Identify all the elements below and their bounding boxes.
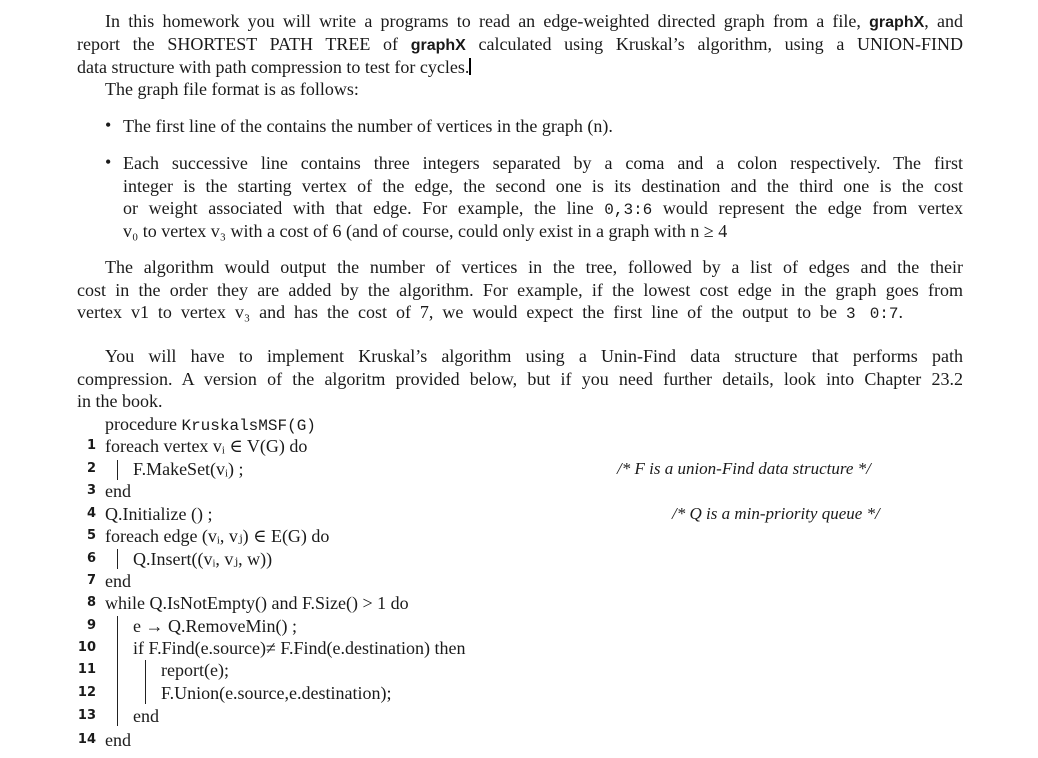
line-number: 9 [86,618,96,633]
algorithm-line: F.Union(e.source,e.destination); [161,683,392,703]
bullet-2-line-2: integer is the starting vertex of the edge, the second one is its destination and the third one is the cost [123,176,963,196]
para2-line-1: The algorithm would output the number of vertices in the tree, followed by a list of edges and the their [105,257,963,277]
line-number: 3 [86,483,96,498]
indent-rule [117,549,118,569]
indent-rule [117,460,118,480]
graphx-token: graphX [869,14,925,31]
text-cursor [469,58,471,75]
line-number: 2 [86,461,96,476]
line-number: 1 [86,438,96,453]
indent-rule [145,660,146,704]
line-number: 14 [77,732,96,747]
intro-line-2: report the SHORTEST PATH TREE of graphX calculated using Kruskal’s algorithm, using a UNION-FIND [77,34,964,54]
comment-priority-queue: /* Q is a min-priority queue */ [672,504,880,523]
algorithm-header: procedure KruskalsMSF(G) [105,414,316,435]
algorithm-line: end [105,730,131,750]
bullet-2-line-1: Each successive line contains three integers separated by a coma and a colon respectively. The first [123,153,963,173]
line-number: 7 [86,573,96,588]
algorithm-line: Q.Insert((vᵢ, vⱼ, w)) [133,549,273,569]
line-number: 6 [86,551,96,566]
algorithm-line: end [105,481,131,501]
algorithm-line: foreach vertex vᵢ ∈ V(G) do [105,436,308,456]
para2-line-2: cost in the order they are added by the algorithm. For example, if the lowest cost edge in the graph goes from [77,280,963,300]
indent-rule [117,616,118,726]
algorithm-line: if F.Find(e.source)≠ F.Find(e.destination) then [133,638,466,658]
para3-line-1: You will have to implement Kruskal’s algorithm using a Unin-Find data structure that performs path [105,346,963,366]
code-token: 0,3:6 [604,201,653,219]
algorithm-line: Q.Initialize () ; [105,504,213,524]
algorithm-line: foreach edge (vᵢ, vⱼ) ∈ E(G) do [105,526,330,546]
algorithm-line: end [133,706,159,726]
line-number: 13 [77,708,96,723]
para3-line-3: in the book. [77,391,163,411]
graphx-token: graphX [410,37,466,54]
bullet-2-line-4: v₀ to vertex v₃ with a cost of 6 (and of course, could only exist in a graph with n ≥ 4 [123,221,728,241]
code-token: 3 0:7 [846,305,899,323]
para3-line-2: compression. A version of the algoritm provided below, but if you need further details, look into Chapter 23.2 [77,369,963,389]
algorithm-line: while Q.IsNotEmpty() and F.Size() > 1 do [105,593,409,613]
algorithm-line: report(e); [161,660,229,680]
line-number: 11 [77,662,96,677]
algorithm-line: e → Q.RemoveMin() ; [133,616,297,636]
line-number: 4 [86,506,96,521]
line-number: 10 [77,640,96,655]
bullet-dot-icon: • [105,152,112,172]
line-number: 12 [77,685,96,700]
line-number: 5 [86,528,96,543]
intro-line-4: The graph file format is as follows: [105,79,359,99]
bullet-2-line-3: or weight associated with that edge. For example, the line 0,3:6 would represent the edge from vertex [123,198,963,219]
algorithm-line: F.MakeSet(vᵢ) ; [133,459,244,479]
intro-line-3: data structure with path compression to test for cycles. [77,57,470,77]
algorithm-line: end [105,571,131,591]
para2-line-3: vertex v1 to vertex v₃ and has the cost of 7, we would expect the first line of the output to be 3 0:7. [77,302,903,323]
bullet-1: The first line of the contains the number of vertices in the graph (n). [123,116,613,136]
line-number: 8 [86,595,96,610]
intro-line-1: In this homework you will write a programs to read an edge-weighted directed graph from a file, graphX, and [105,11,963,31]
bullet-dot-icon: • [105,115,112,135]
comment-union-find: /* F is a union-Find data structure */ [617,459,871,478]
